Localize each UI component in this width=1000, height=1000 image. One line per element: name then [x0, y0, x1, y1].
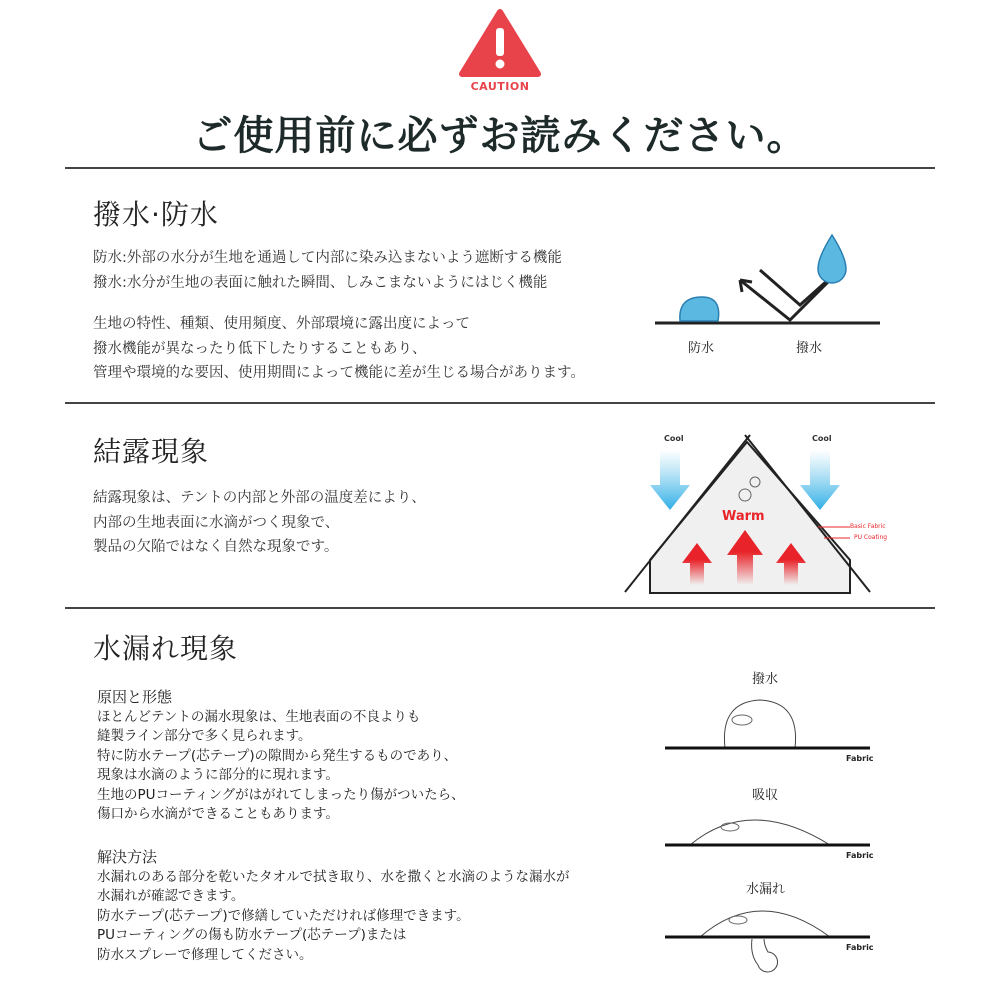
section-heading-condensation: 結露現象	[93, 435, 210, 468]
label-waterproof: 防水	[688, 341, 715, 356]
subheading-solution: 解決方法	[97, 848, 158, 866]
text-line: 防水スプレーで修理してください。	[97, 946, 313, 963]
label-absorb: 吸収	[752, 788, 779, 803]
text-line: 撥水:水分が生地の表面に触れた瞬間、しみこまないようにはじく機能	[93, 274, 548, 291]
text-line: PUコーティングの傷も防水テープ(芯テープ)または	[97, 927, 407, 943]
text-line: 防水:外部の水分が生地を通過して内部に染み込まないよう遮断する機能	[93, 250, 562, 266]
text-line: 水漏れが確認できます。	[97, 888, 245, 904]
section-text	[93, 246, 562, 295]
text-line: 特に防水テープ(芯テープ)の隙間から発生するものであり、	[97, 747, 458, 764]
label-water-repellent: 撥水	[796, 341, 823, 356]
subheading-cause: 原因と形態	[97, 688, 173, 706]
text-line: 水漏れのある部分を乾いたタオルで拭き取り、水を撒くと水滴のような漏水が	[97, 868, 570, 885]
page-title: ご使用前に必ずお読みください。	[192, 113, 808, 159]
caution-label: CAUTION	[470, 80, 530, 93]
divider	[65, 607, 935, 609]
divider	[65, 167, 935, 169]
text-line: 生地のPUコーティングがはがれてしまったり傷がついたら、	[97, 786, 465, 803]
section-text	[93, 312, 585, 386]
text-line: 内部の生地表面に水滴がつく現象で、	[93, 514, 340, 531]
section-heading-water-leakage: 水漏れ現象	[93, 632, 239, 665]
label-fabric: Fabric	[846, 943, 874, 952]
cause-block	[97, 688, 465, 825]
text-line: 傷口から水滴ができることもあります。	[97, 806, 339, 822]
text-line: 結露現象は、テントの内部と外部の温度差により、	[93, 490, 426, 506]
label-cool-right: Cool	[812, 434, 832, 443]
caution-icon	[458, 8, 542, 78]
text-line: 防水テープ(芯テープ)で修繕していただければ修理できます。	[97, 907, 470, 924]
waterproof-diagram	[650, 225, 890, 335]
section-heading-water-repellent: 撥水·防水	[93, 198, 219, 231]
text-line: 現象は水滴のように部分的に現れます。	[97, 767, 339, 783]
label-repellent: 撥水	[752, 672, 779, 687]
label-basic-fabric: Basic Fabric	[850, 523, 886, 530]
text-line: 管理や環境的な要因、使用期間によって機能に差が生じる場合があります。	[93, 365, 585, 381]
label-warm: Warm	[722, 509, 765, 524]
section-text	[93, 486, 426, 560]
solution-block	[97, 848, 570, 965]
label-fabric: Fabric	[846, 754, 874, 763]
text-line: ほとんどテントの漏水現象は、生地表面の不良よりも	[97, 708, 421, 725]
text-line: 生地の特性、種類、使用頻度、外部環境に露出度によって	[93, 316, 470, 332]
text-line: 製品の欠陥ではなく自然な現象です。	[93, 539, 339, 555]
label-cool-left: Cool	[664, 434, 684, 443]
text-line: 撥水機能が異なったり低下したりすることもあり、	[93, 340, 427, 357]
label-fabric: Fabric	[846, 851, 874, 860]
divider	[65, 402, 935, 404]
label-leak: 水漏れ	[746, 882, 786, 897]
text-line: 縫製ライン部分で多く見られます。	[97, 728, 312, 744]
label-pu-coating: PU Coating	[854, 534, 888, 541]
